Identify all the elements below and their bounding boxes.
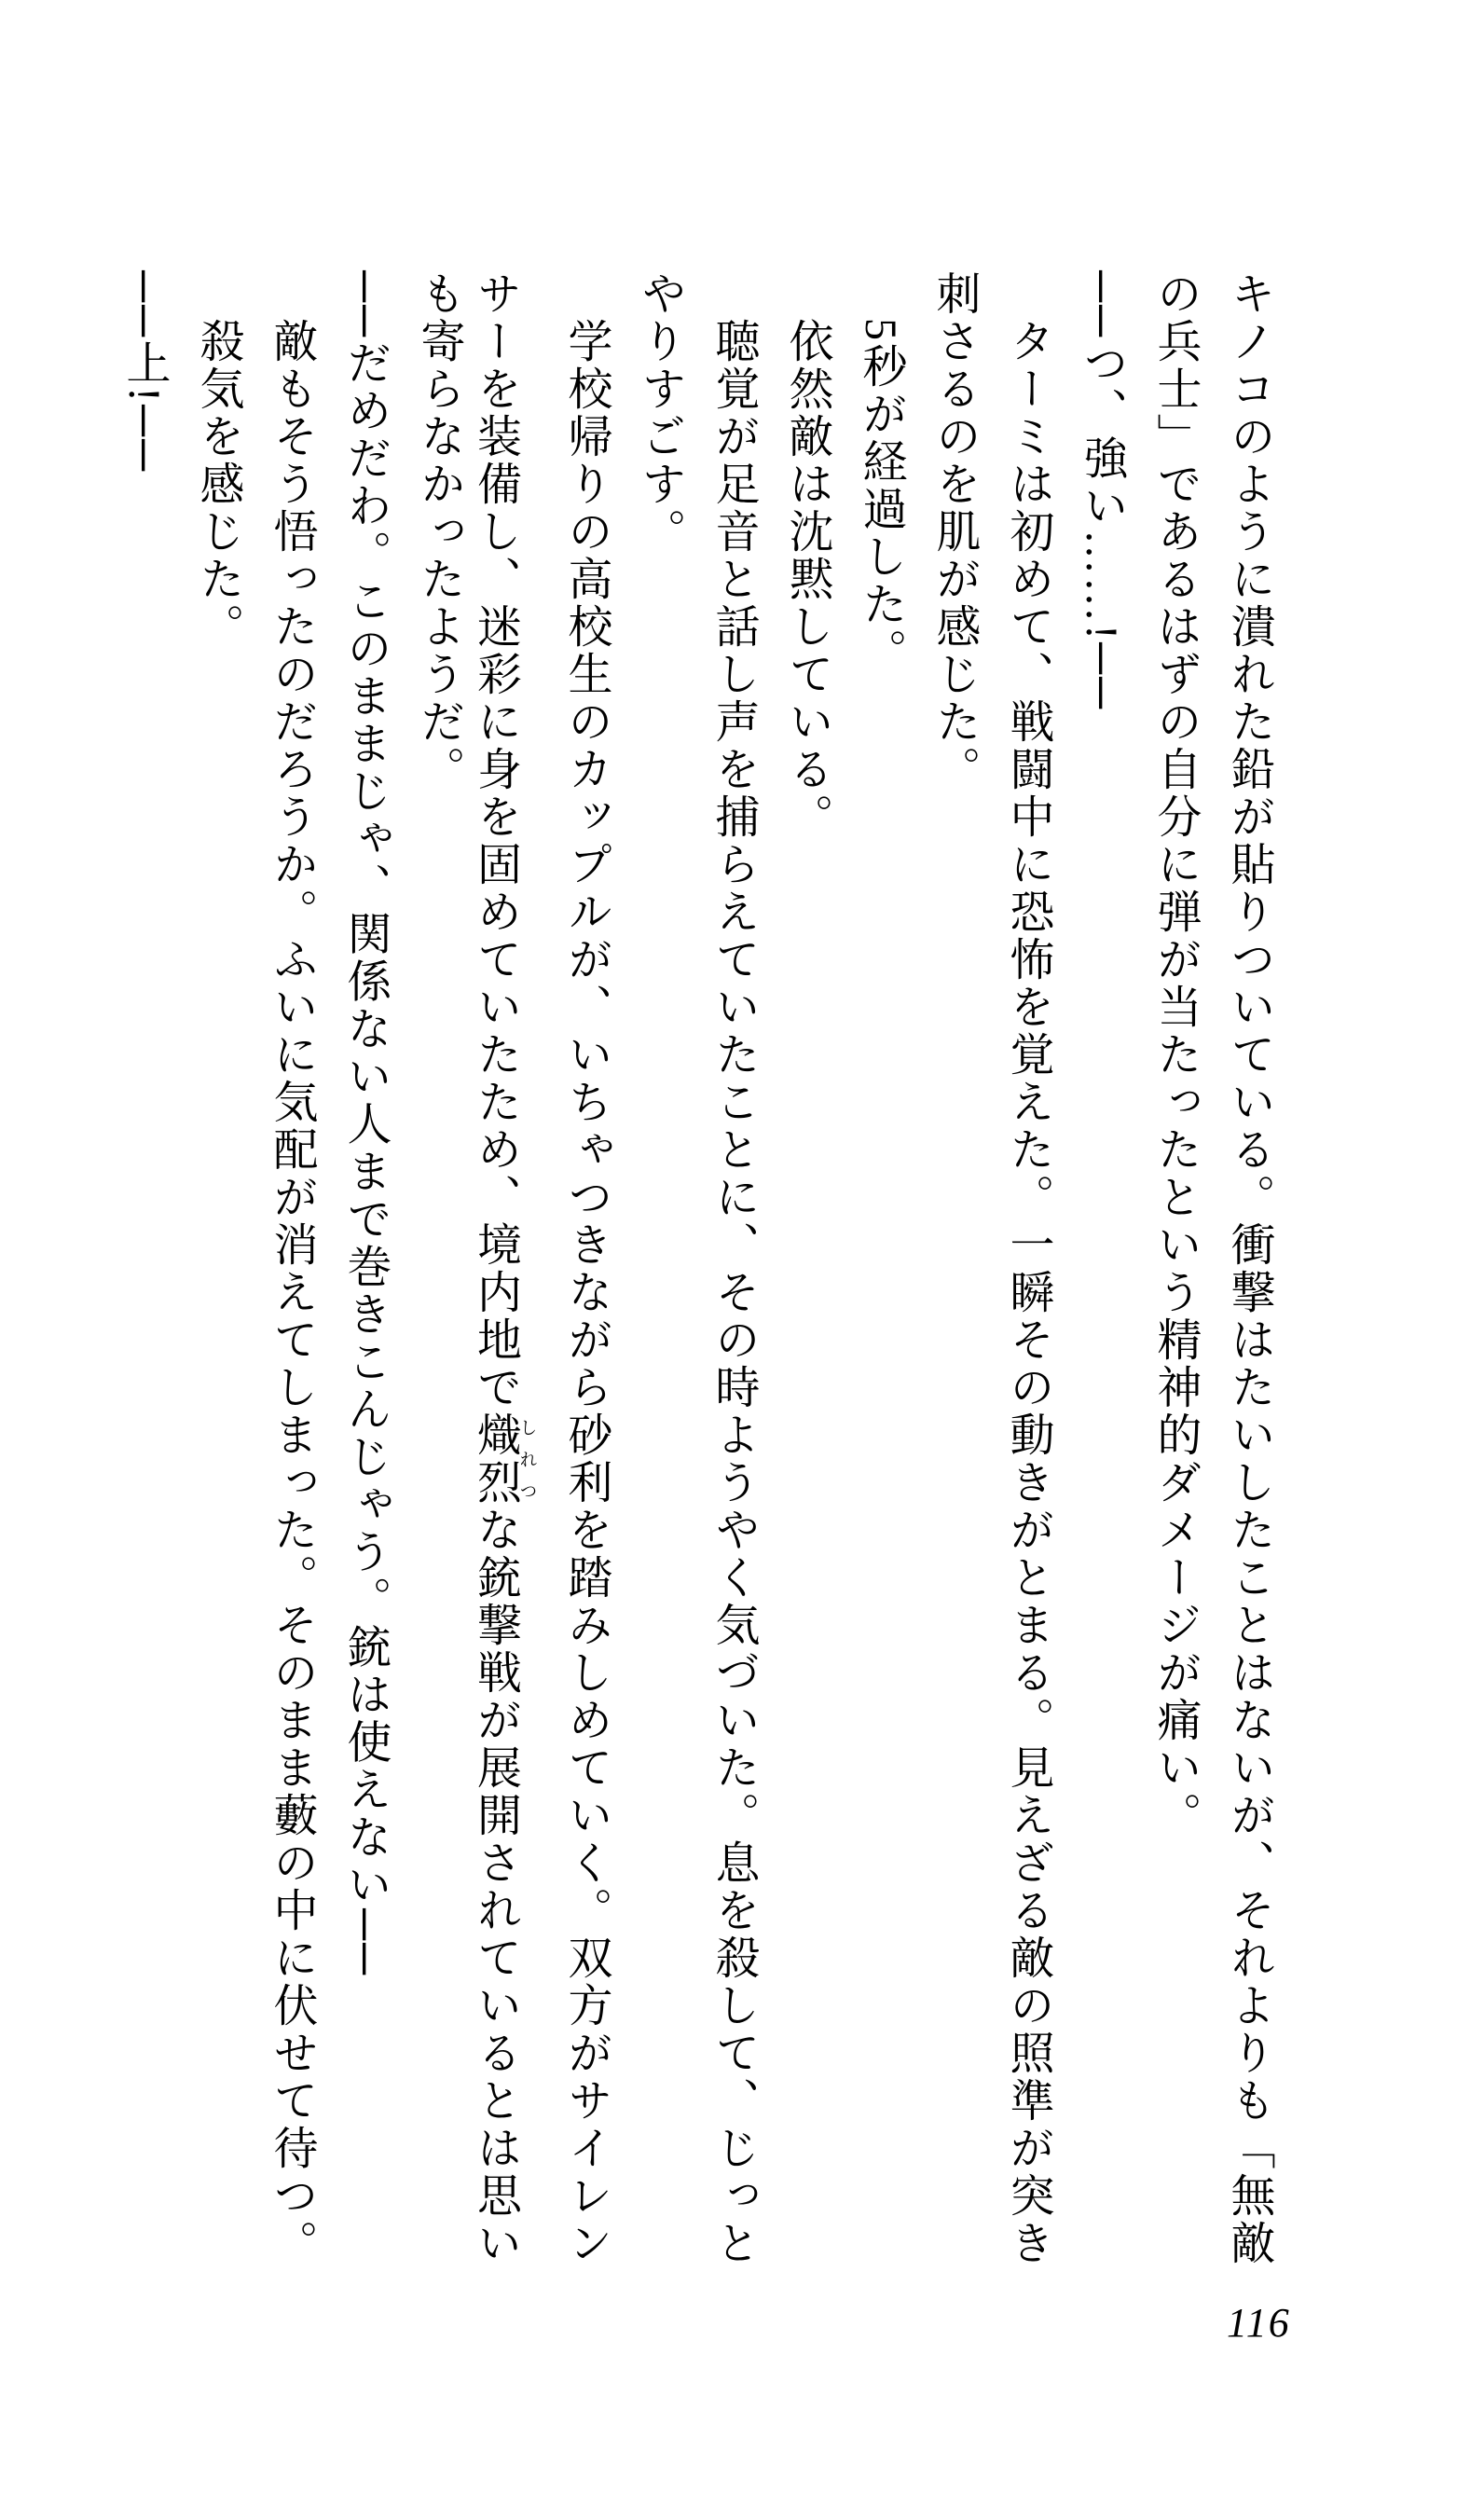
furigana: しれつ <box>516 1411 537 1507</box>
text-column-15: 殺気を感じた。 <box>193 318 242 651</box>
text-column-10: 学校帰りの高校生のカップルが、いちゃつきながら砂利を踏みしめていく。双方がサイレン <box>561 318 611 2267</box>
text-column-4: ターミは初めて、戦闘中に恐怖を覚えた。一瞬その動きがとまる。見えざる敵の照準が突き <box>1003 318 1052 2267</box>
text-column-14: 敵もそう悟ったのだろうか。ふいに気配が消えてしまった。そのまま藪の中に伏せて待つ。 <box>267 318 316 2267</box>
page-number: 116 <box>1227 2300 1291 2346</box>
text-column-1: キノコのように潰れた鉛が貼りついている。衝撃はたいしたことはないが、それよりも「無敵 <box>1224 270 1273 2267</box>
text-column-11: サーを装備し、迷彩に身を固めていたため、境内地で熾烈しれつな銃撃戦が展開されているとは思い <box>470 270 537 2267</box>
text-column-6: 5秒が経過した。 <box>856 318 905 676</box>
text-column-5: 刺さるのを肌が感じた。 <box>929 270 979 793</box>
ruby-base: 熾烈しれつ <box>470 1411 537 1507</box>
text-column-7: 依然敵は沈黙している。 <box>782 318 831 841</box>
text-column-9: やりすごす。 <box>635 270 684 556</box>
text-column-8: 聴覚が足音と話し声を捕らえていたことに、その時ようやく気づいた。息を殺して、じっと <box>708 318 758 2267</box>
text-column-13: ──だめだわ。このままじゃ、関係ない人まで巻きこんじゃう。銃は使えない── <box>340 270 390 1978</box>
text-column-16: ──上!── <box>119 270 169 475</box>
text-column-3: ──つ、強い……!── <box>1077 270 1126 712</box>
text-column-2: の兵士」であるはずの自分に弾が当たったという精神的ダメージが痛い。 <box>1150 270 1200 1839</box>
text-column-12: も寄らなかったようだ。 <box>414 270 463 793</box>
